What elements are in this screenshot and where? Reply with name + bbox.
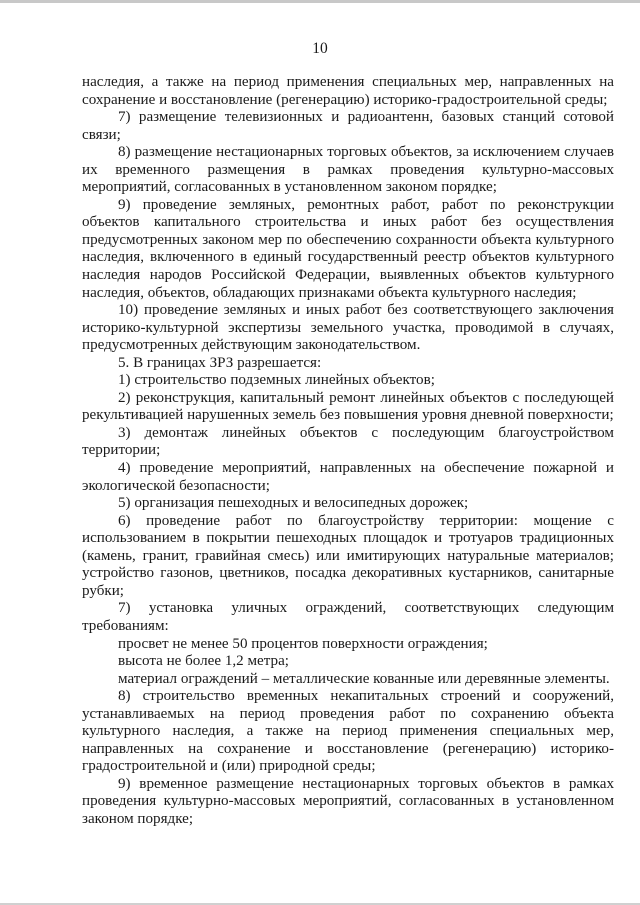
list-item-6-allowed: 6) проведение работ по благоустройству территории: мощение с использованием в покрытии пешеходных площадок и тротуаров традиционных (камень, гранит, гравийная смесь) или имитирующих натуральные материалов; устройство газонов, цветников, посадка декоративных кустарников, санитарные рубки;	[82, 512, 614, 599]
list-item-9-allowed: 9) временное размещение нестационарных торговых объектов в рамках проведения культурно-массовых мероприятий, согласованных в установленном законом порядке;	[82, 775, 614, 827]
list-item-3-allowed: 3) демонтаж линейных объектов с последующим благоустройством территории;	[82, 424, 614, 459]
list-item-5-allowed: 5) организация пешеходных и велосипедных дорожек;	[118, 495, 469, 512]
list-item-10-prohibited: 10) проведение земляных и иных работ без соответствующего заключения историко-культурной экспертизы земельного участка, проводимой в случаях, предусмотренных действующим законодательством.	[82, 302, 614, 354]
fence-requirement-clearance: просвет не менее 50 процентов поверхности ограждения;	[118, 635, 488, 652]
list-item-8-prohibited: 8) размещение нестационарных торговых объектов, за исключением случаев их временного размещения в рамках проведения культурно-массовых мероприятий, согласованных в установленном законом порядке;	[82, 144, 614, 196]
scan-top-edge	[0, 0, 640, 3]
list-item-2-allowed: 2) реконструкция, капитальный ремонт линейных объектов с последующей рекультивацией нарушенных земель без повышения уровня дневной поверхности;	[82, 389, 614, 424]
fence-requirement-material: материал ограждений – металлические кованные или деревянные элементы.	[118, 670, 610, 687]
list-item-7-prohibited: 7) размещение телевизионных и радиоантенн, базовых станций сотовой связи;	[82, 109, 614, 143]
page-number: 10	[312, 40, 328, 57]
document-body	[82, 74, 614, 829]
list-item-1-allowed: 1) строительство подземных линейных объектов;	[118, 372, 435, 389]
section-heading-5: 5. В границах ЗРЗ разрешается:	[118, 354, 322, 371]
fence-requirement-height: высота не более 1,2 метра;	[118, 653, 289, 670]
list-item-8-allowed: 8) строительство временных некапитальных строений и сооружений, устанавливаемых на период проведения работ по сохранению объекта культурного наследия, а также на период применения специальных мер, направленных на сохранение и восстановление (регенерацию) историко-градостроительной и (или) природной среды;	[82, 688, 614, 775]
list-item-9-prohibited: 9) проведение земляных, ремонтных работ, работ по реконструкции объектов капитального строительства и иных работ без осуществления предусмотренных законом мер по обеспечению сохранности объекта культурного наследия, включенного в единый государственный реестр объектов культурного наследия народов Российской Федерации, выявленных объектов культурного наследия, объектов, обладающих признаками объекта культурного наследия;	[82, 196, 614, 301]
paragraph-continuation: наследия, а также на период применения специальных мер, направленных на сохранение и восстановление (регенерацию) историко-градостроительной среды;	[82, 74, 614, 108]
list-item-4-allowed: 4) проведение мероприятий, направленных на обеспечение пожарной и экологической безопасности;	[82, 460, 614, 494]
list-item-7-allowed: 7) установка уличных ограждений, соответствующих следующим требованиям:	[82, 600, 614, 634]
